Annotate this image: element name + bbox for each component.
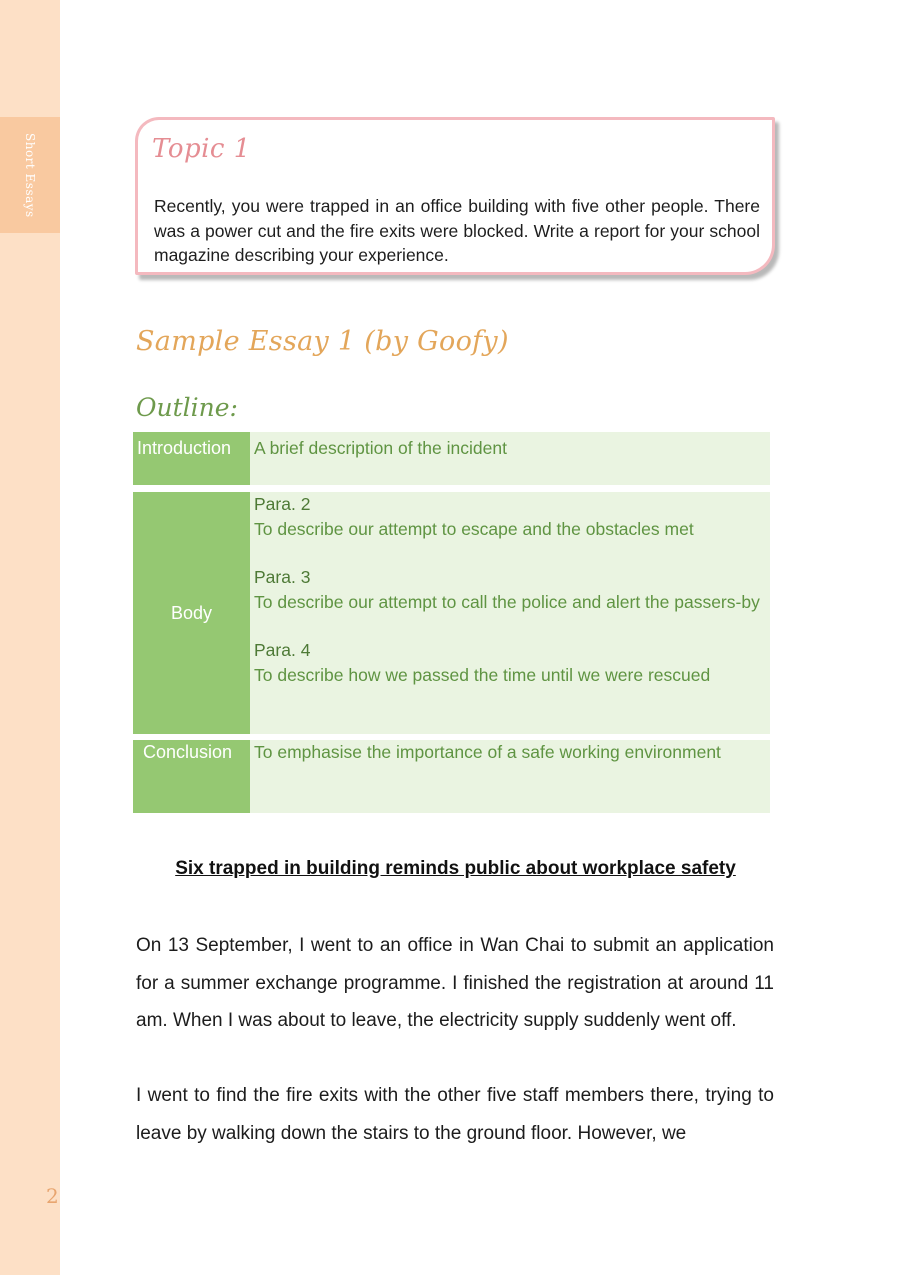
outline-conclusion-text [250, 740, 770, 813]
outline-para-2 [254, 492, 766, 541]
topic-text: Recently, you were trapped in an office building with five other people. There was a power cut and the fire exits were blocked. Write a report for your school magazine describing your experience. [154, 196, 760, 265]
outline-body-label-text: Body [170, 602, 213, 623]
outline-introduction-label-text: Introduction [137, 438, 232, 458]
section-tab-label: Short Essays [23, 132, 37, 218]
essay-paragraph-1: On 13 September, I went to an office in Wan Chai to submit an application for a summer exchange programme. I finished the registration at around 11 am. When I was about to leave, the electricity supply suddenly went off. [136, 935, 774, 1031]
outline-conclusion-label [133, 740, 250, 813]
outline-conclusion-label-text: Conclusion [143, 742, 233, 762]
outline-para-3-heading: Para. 3 [254, 567, 311, 587]
section-tab [0, 117, 60, 233]
outline-introduction-label [133, 432, 250, 485]
outline-title: Outline: [136, 393, 238, 422]
outline-para-4 [254, 638, 766, 687]
topic-box [135, 117, 775, 275]
outline-introduction-content: A brief description of the incident [254, 438, 507, 458]
outline-para-2-heading: Para. 2 [254, 494, 311, 514]
outline-para-4-text: To describe how we passed the time until we were rescued [254, 664, 711, 685]
topic-title: Topic 1 [152, 134, 251, 164]
sample-essay-title: Sample Essay 1 (by Goofy) [136, 326, 509, 357]
outline-para-2-text: To describe our attempt to escape and the obstacles met [254, 518, 694, 539]
outline-introduction-text [250, 432, 770, 485]
outline-para-3-text: To describe our attempt to call the police and alert the passers-by [254, 591, 760, 612]
outline-conclusion-content: To emphasise the importance of a safe working environment [254, 742, 721, 762]
essay-headline-text: Six trapped in building reminds public about workplace safety [175, 858, 736, 879]
essay-paragraph-2: I went to find the fire exits with the other five staff members there, trying to leave by walking down the stairs to the ground floor. However, we [136, 1085, 774, 1144]
essay-headline [0, 858, 911, 880]
outline-para-4-heading: Para. 4 [254, 640, 311, 660]
outline-body-text [250, 492, 770, 734]
outline-body-label [133, 492, 250, 734]
page-number: 2 [46, 1184, 59, 1208]
outline-para-3 [254, 565, 766, 614]
